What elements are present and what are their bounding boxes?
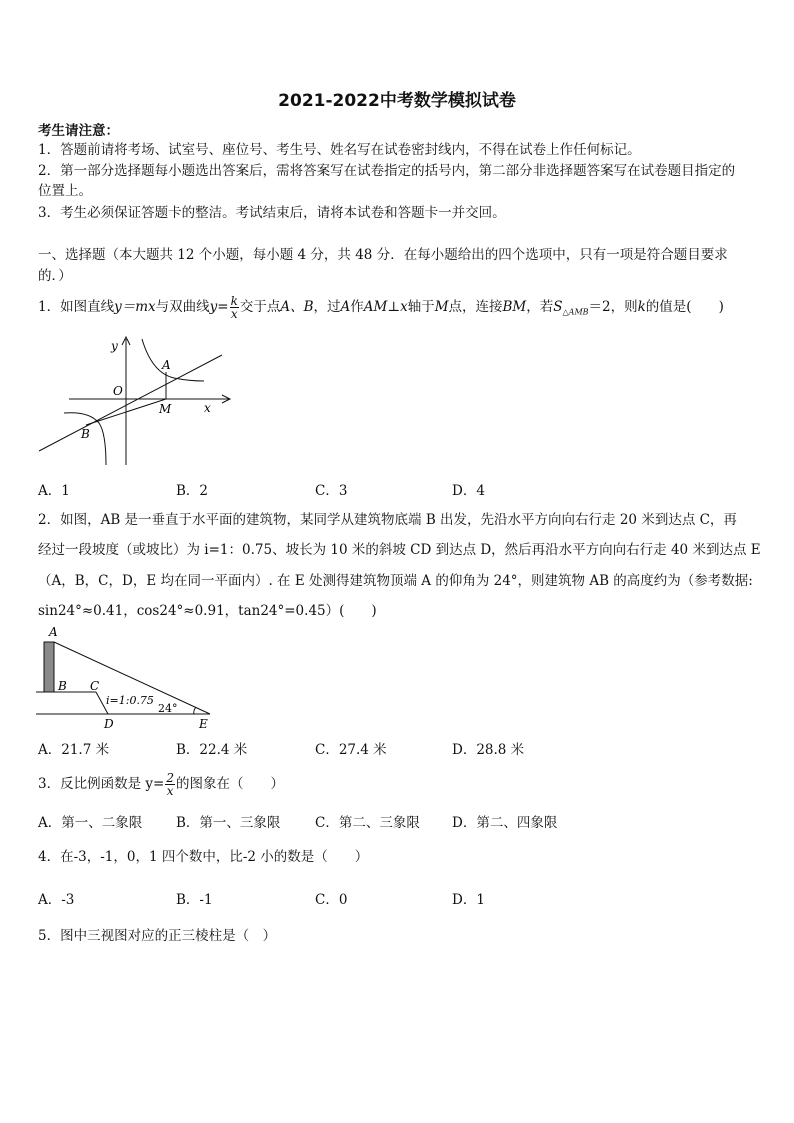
q1-option-c[interactable]: C．3 (315, 483, 348, 499)
page-title: 2021-2022中考数学模拟试卷 (278, 91, 516, 111)
notice-line-4: 3．考生必须保证答题卡的整洁。考试结束后，请将本试卷和答题卡一并交回。 (38, 205, 506, 221)
building-ab (44, 642, 54, 692)
q2-option-a[interactable]: A．21.7 米 (38, 742, 110, 758)
q4-option-a[interactable]: A．-3 (38, 892, 75, 908)
label-y: y (111, 339, 118, 353)
notice-line-2: 2．第一部分选择题每小题选出答案后，需将答案写在试卷指定的括号内，第二部分非选择题答案写在试卷题目指定的 (38, 163, 736, 179)
label-e: E (199, 717, 208, 731)
slope-label: i=1:0.75 (106, 694, 154, 707)
q3-fraction: $\frac{2}{x}$ (166, 771, 174, 798)
q1-figure (34, 333, 234, 468)
q1-stem: 1．如图直线y＝mx与双曲线y= $\frac{k}{x}$ 交于点A、B，过A作AM⊥x轴于M点，连接BM，若$S_{\triangle AMB}=2$，则k的值是( ) (38, 294, 724, 321)
q3-option-b[interactable]: B．第一、三象限 (176, 815, 281, 831)
angle-arc (194, 707, 196, 714)
q3-option-c[interactable]: C．第二、三象限 (315, 815, 420, 831)
label-x: x (204, 401, 211, 415)
q2-stem-line-2: 经过一段坡度（或坡比）为 i=1：0.75、坡长为 10 米的斜坡 CD 到达点 D，然后再沿水平方向向右行走 40 米到达点 E (38, 542, 761, 558)
q2-option-d[interactable]: D．28.8 米 (452, 742, 525, 758)
q4-option-c[interactable]: C．0 (315, 892, 348, 908)
label-m: M (159, 402, 172, 416)
label-b: B (58, 679, 67, 693)
q5-stem: 5．图中三视图对应的正三棱柱是（ ） (38, 928, 277, 944)
q2-option-b[interactable]: B．22.4 米 (176, 742, 248, 758)
line-y-mx (39, 355, 222, 451)
q1-option-b[interactable]: B．2 (176, 483, 209, 499)
label-a: A (162, 358, 171, 372)
q4-option-d[interactable]: D．1 (452, 892, 485, 908)
label-d: D (104, 717, 114, 731)
q3-option-a[interactable]: A．第一、二象限 (38, 815, 143, 831)
label-o: O (113, 384, 123, 398)
q2-stem-line-4: sin24°≈0.41，cos24°≈0.91，tan24°=0.45）( ) (38, 603, 377, 619)
q2-stem-line-1: 2．如图，AB 是一垂直于水平面的建筑物，某同学从建筑物底端 B 出发，先沿水平方向向右行走 20 米到达点 C，再 (38, 512, 737, 528)
section-heading-line-1: 一、选择题（本大题共 12 个小题，每小题 4 分，共 48 分．在每小题给出的四个选项中，只有一项是符合题目要求 (38, 247, 728, 263)
q2-stem-line-3: （A，B，C，D，E 均在同一平面内）. 在 E 处测得建筑物顶端 A 的仰角为 24°，则建筑物 AB 的高度约为（参考数据: (38, 573, 753, 589)
label-b: B (81, 427, 90, 441)
q1-option-d[interactable]: D．4 (452, 483, 485, 499)
q3-stem: 3．反比例函数是 y= $\frac{2}{x}$ 的图象在（ ） (38, 771, 284, 798)
notice-line-1: 1．答题前请将考场、试室号、座位号、考生号、姓名写在试卷密封线内，不得在试卷上作任何标记。 (38, 142, 641, 158)
hyperbola-branch-1 (142, 339, 204, 381)
label-a: A (49, 626, 58, 639)
q1-fraction: $\frac{k}{x}$ (230, 294, 238, 321)
label-c: C (90, 679, 100, 693)
q2-option-c[interactable]: C．27.4 米 (315, 742, 387, 758)
q4-option-b[interactable]: B．-1 (176, 892, 213, 908)
q4-stem: 4．在-3，-1，0，1 四个数中，比-2 小的数是（ ） (38, 849, 369, 865)
notice-line-3: 位置上。 (38, 183, 92, 199)
section-heading-line-2: 的．） (38, 268, 72, 284)
q3-option-d[interactable]: D．第二、四象限 (452, 815, 558, 831)
angle-label: 24° (158, 702, 178, 715)
notice-heading: 考生请注意： (38, 123, 119, 139)
q2-figure (36, 626, 216, 732)
q1-option-a[interactable]: A．1 (38, 483, 70, 499)
